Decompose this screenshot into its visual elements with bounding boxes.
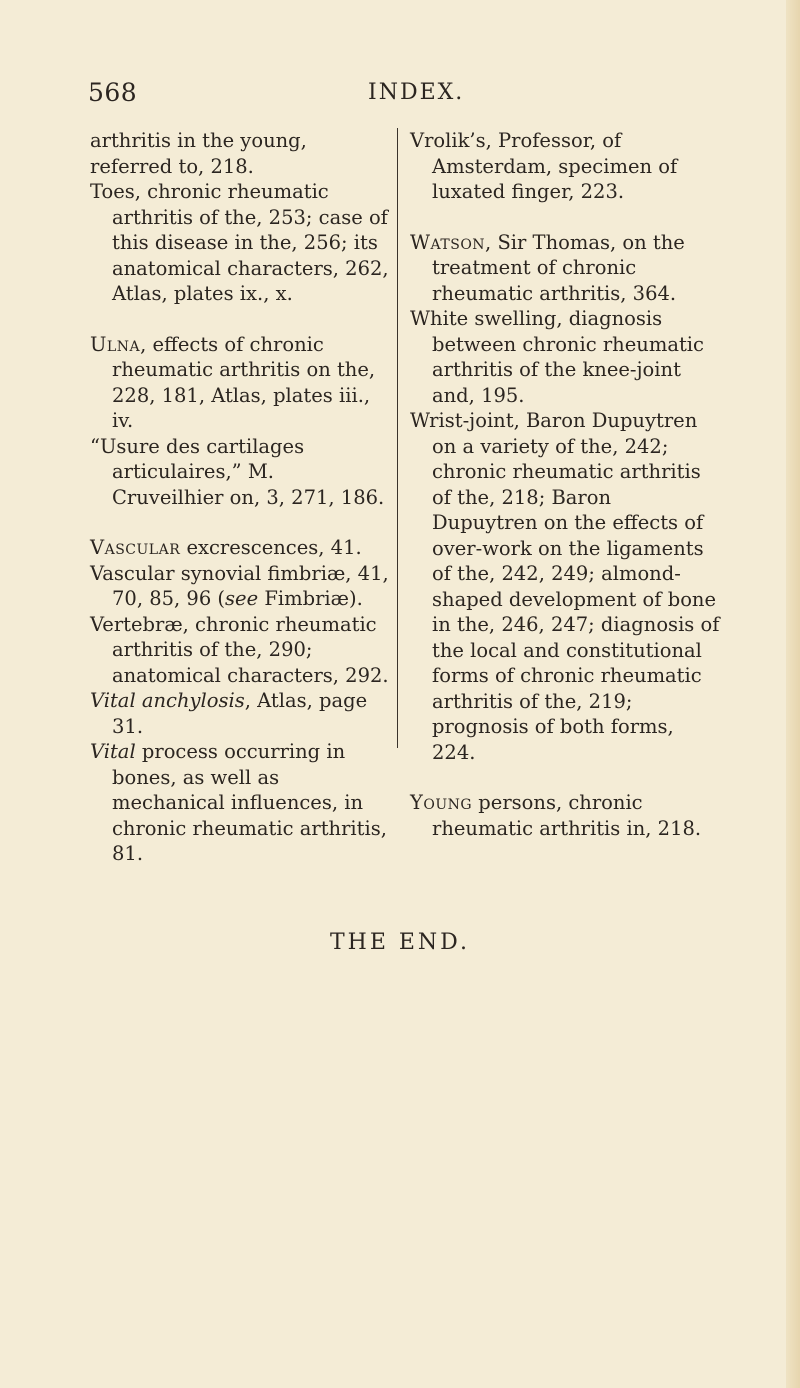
entry-text: process occurring in bones, as well as mechanical influences, in chronic rheumatic arthritis, 81.	[112, 740, 387, 865]
letter-group-gap	[410, 205, 720, 230]
index-entry-vital-anchylosis	[90, 688, 390, 739]
running-head: INDEX.	[368, 80, 465, 105]
index-entry-watson	[410, 230, 720, 307]
entry-head: Vital	[90, 740, 136, 763]
index-entry-vrolik: Vrolik’s, Professor, of Amsterdam, specimen of luxated finger, 223.	[410, 129, 678, 203]
right-column	[410, 128, 720, 841]
letter-group-gap	[90, 510, 390, 535]
index-entry-vertebrae: Vertebræ, chronic rheumatic arthritis of the, 290; anatomical characters, 292.	[90, 612, 389, 687]
index-entry-continuation: arthritis in the young, referred to, 218.	[90, 129, 307, 178]
entry-text: excrescences, 41.	[180, 536, 362, 559]
index-entry-vascular-synovial	[90, 561, 390, 612]
index-entry-toes	[90, 179, 390, 307]
column-divider	[397, 128, 398, 748]
entry-text: Vascular synovial fimbriæ, 41, 70, 85, 96 (	[90, 561, 389, 610]
index-entry-wrist-joint: Wrist-joint, Baron Dupuytren on a variety of the, 242; chronic rheumatic arthritis of the, 218; Baron Dupuytren on the effects of over-work on the ligaments of the, 242, 249; almond-shaped development of bone in the, 246, 247; diagnosis of the local and constitutional forms of chronic rheumatic arthritis of the, 219; prognosis of both forms, 224.	[410, 409, 720, 764]
entry-text: , chronic rheumatic arthritis of the, 253; case of this disease in the, 256; its anatomical characters, 262, Atlas, plates ix., x.	[112, 180, 389, 305]
entry-text: , effects of chronic rheumatic arthritis on the, 228, 181, Atlas, plates iii., iv.	[112, 332, 376, 432]
page-number: 568	[88, 78, 138, 107]
letter-group-gap	[90, 307, 390, 332]
letter-group-gap	[410, 765, 720, 790]
entry-text: , Atlas, page 31.	[112, 689, 368, 738]
entry-head: Vascular	[90, 536, 181, 559]
entry-text: persons, chronic rheumatic arthritis in, 218.	[432, 791, 702, 840]
index-entry-vital-process	[90, 739, 390, 867]
entry-see: see	[225, 587, 259, 610]
entry-head: Toes	[90, 180, 135, 203]
entry-text: Fimbriæ).	[258, 587, 363, 610]
index-entry-ulna	[90, 332, 390, 434]
entry-head: Vital anchylosis	[90, 689, 245, 712]
entry-head: Watson	[410, 230, 486, 254]
entry-text: , Sir Thomas, on the treatment of chronic rheumatic arthritis, 364.	[432, 230, 685, 305]
index-entry-white-swelling: White swelling, diagnosis between chronic rheumatic arthritis of the knee-joint and, 195.	[410, 307, 704, 407]
index-entry-usure: “Usure des cartilages articulaires,” M. Cruveilhier on, 3, 271, 186.	[90, 434, 385, 509]
page-edge	[786, 0, 800, 1388]
left-column	[90, 128, 390, 867]
entry-head: Ulna	[90, 332, 141, 356]
the-end: THE END.	[329, 930, 471, 955]
index-entry-vascular	[90, 535, 390, 561]
entry-head: Young	[410, 791, 473, 814]
index-entry-young	[410, 790, 720, 841]
page-header	[88, 78, 648, 118]
